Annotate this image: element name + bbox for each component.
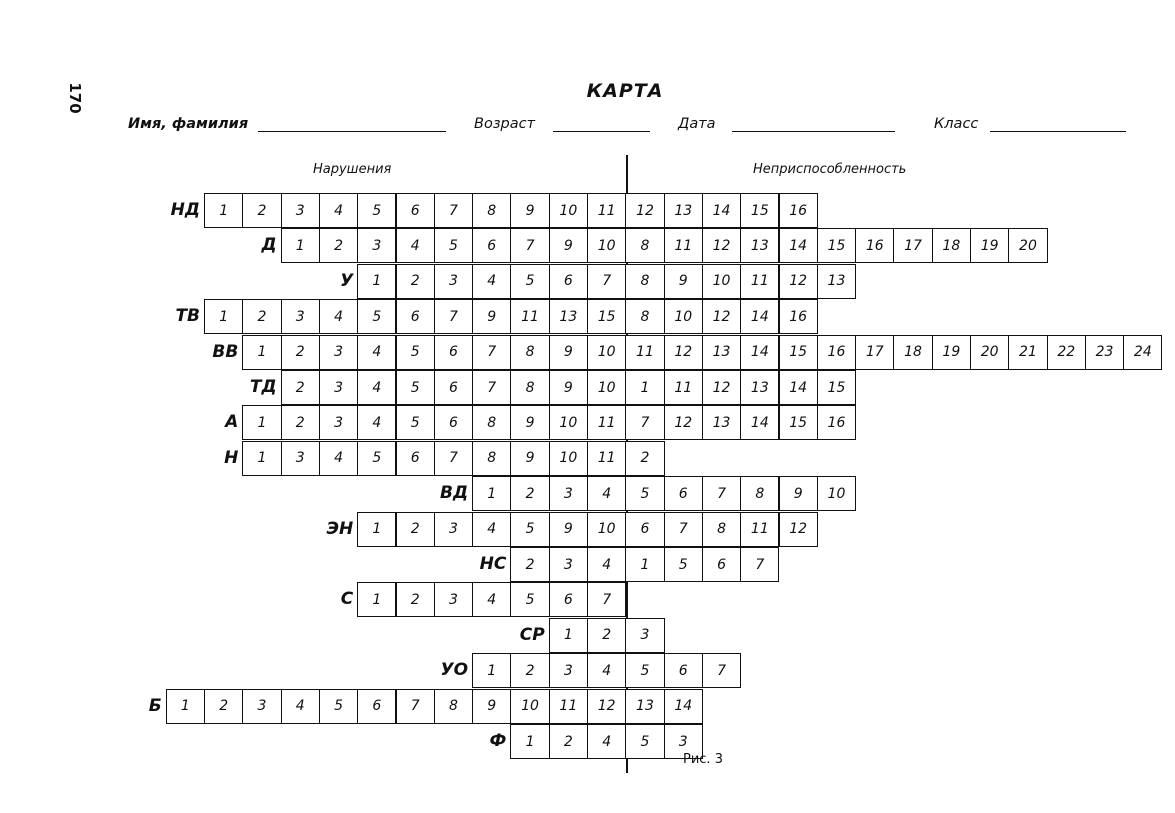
score-cell[interactable]: 11 <box>587 441 626 476</box>
score-cell[interactable]: 6 <box>702 547 741 582</box>
age-label: Возраст <box>474 116 536 132</box>
score-cell[interactable]: 21 <box>1008 335 1047 370</box>
score-cell[interactable]: 10 <box>817 476 856 511</box>
score-cell[interactable]: 12 <box>587 689 626 724</box>
score-cell[interactable]: 12 <box>702 228 741 263</box>
score-cell[interactable]: 6 <box>396 441 435 476</box>
score-cell[interactable]: 5 <box>510 264 549 299</box>
row-label: ЭН <box>326 518 354 539</box>
score-cell[interactable]: 7 <box>434 193 473 228</box>
score-cell[interactable]: 7 <box>587 582 626 617</box>
score-cell[interactable]: 7 <box>396 689 435 724</box>
score-cell[interactable]: 9 <box>472 689 511 724</box>
score-cell[interactable]: 6 <box>434 405 473 440</box>
score-cell[interactable]: 2 <box>242 193 281 228</box>
score-cell[interactable]: 5 <box>434 228 473 263</box>
score-cell[interactable]: 8 <box>510 335 549 370</box>
score-cell[interactable]: 3 <box>549 547 588 582</box>
score-cell[interactable]: 10 <box>664 299 703 334</box>
score-cell[interactable]: 2 <box>625 441 664 476</box>
score-cell[interactable]: 13 <box>549 299 588 334</box>
score-cell[interactable]: 3 <box>664 724 703 759</box>
score-cell[interactable]: 6 <box>396 193 435 228</box>
score-cell[interactable]: 3 <box>319 405 358 440</box>
row-label: Д <box>261 235 277 256</box>
score-cell[interactable]: 7 <box>472 335 511 370</box>
score-cell[interactable]: 3 <box>625 618 664 653</box>
score-cell[interactable]: 6 <box>549 264 588 299</box>
score-cell[interactable]: 6 <box>549 582 588 617</box>
score-cell[interactable]: 6 <box>625 512 664 547</box>
score-cell[interactable]: 1 <box>242 405 281 440</box>
figure-caption: Рис. 3 <box>683 752 723 767</box>
score-cell[interactable]: 15 <box>817 228 856 263</box>
score-cell[interactable]: 4 <box>319 299 358 334</box>
score-cell[interactable]: 7 <box>510 228 549 263</box>
score-cell[interactable]: 15 <box>587 299 626 334</box>
score-cell[interactable]: 1 <box>510 724 549 759</box>
score-cell[interactable]: 2 <box>396 264 435 299</box>
class-field[interactable] <box>990 131 1126 132</box>
score-cell[interactable]: 13 <box>702 405 741 440</box>
score-cell[interactable]: 19 <box>932 335 971 370</box>
score-cell[interactable]: 24 <box>1123 335 1162 370</box>
score-cell[interactable]: 16 <box>779 299 818 334</box>
score-cell[interactable]: 5 <box>357 299 396 334</box>
row-label: Б <box>148 695 162 716</box>
score-cell[interactable]: 9 <box>549 370 588 405</box>
score-cell[interactable]: 9 <box>664 264 703 299</box>
score-cell[interactable]: 2 <box>510 653 549 688</box>
score-cell[interactable]: 1 <box>625 370 664 405</box>
score-cell[interactable]: 1 <box>357 512 396 547</box>
score-cell[interactable]: 8 <box>472 441 511 476</box>
score-cell[interactable]: 12 <box>702 299 741 334</box>
row-label: УО <box>440 660 469 681</box>
score-cell[interactable]: 1 <box>204 299 243 334</box>
score-cell[interactable]: 2 <box>281 335 320 370</box>
score-cell[interactable]: 4 <box>319 441 358 476</box>
score-cell[interactable]: 1 <box>242 335 281 370</box>
score-cell[interactable]: 16 <box>817 335 856 370</box>
score-cell[interactable]: 3 <box>281 441 320 476</box>
score-cell[interactable]: 4 <box>472 582 511 617</box>
score-cell[interactable]: 9 <box>510 441 549 476</box>
score-cell[interactable]: 12 <box>625 193 664 228</box>
score-cell[interactable]: 4 <box>472 264 511 299</box>
row-label: НД <box>170 200 200 220</box>
score-cell[interactable]: 8 <box>702 512 741 547</box>
score-cell[interactable]: 14 <box>779 370 818 405</box>
score-cell[interactable]: 13 <box>740 228 779 263</box>
score-cell[interactable]: 2 <box>396 512 435 547</box>
score-cell[interactable]: 20 <box>1008 228 1047 263</box>
score-cell[interactable]: 10 <box>510 689 549 724</box>
score-cell[interactable]: 9 <box>779 476 818 511</box>
score-cell[interactable]: 16 <box>817 405 856 440</box>
score-cell[interactable]: 4 <box>587 476 626 511</box>
score-cell[interactable]: 1 <box>204 193 243 228</box>
score-cell[interactable]: 15 <box>740 193 779 228</box>
score-cell[interactable]: 1 <box>472 476 511 511</box>
score-cell[interactable]: 8 <box>510 370 549 405</box>
score-cell[interactable]: 16 <box>779 193 818 228</box>
score-cell[interactable]: 11 <box>549 689 588 724</box>
score-cell[interactable]: 1 <box>166 689 205 724</box>
score-cell[interactable]: 5 <box>396 335 435 370</box>
score-cell[interactable]: 5 <box>396 370 435 405</box>
score-cell[interactable]: 5 <box>357 441 396 476</box>
score-cell[interactable]: 1 <box>357 582 396 617</box>
score-cell[interactable]: 12 <box>702 370 741 405</box>
score-cell[interactable]: 9 <box>510 193 549 228</box>
score-cell[interactable]: 9 <box>549 512 588 547</box>
column-header-violations: Нарушения <box>313 162 392 177</box>
score-cell[interactable]: 20 <box>970 335 1009 370</box>
score-cell[interactable]: 5 <box>319 689 358 724</box>
score-cell[interactable]: 4 <box>396 228 435 263</box>
score-cell[interactable]: 10 <box>549 405 588 440</box>
name-field[interactable] <box>258 131 446 132</box>
date-label: Дата <box>678 116 716 132</box>
score-cell[interactable]: 12 <box>664 405 703 440</box>
score-cell[interactable]: 11 <box>740 512 779 547</box>
score-cell[interactable]: 5 <box>510 512 549 547</box>
score-cell[interactable]: 6 <box>434 335 473 370</box>
score-cell[interactable]: 2 <box>549 724 588 759</box>
score-cell[interactable]: 9 <box>549 335 588 370</box>
score-cell[interactable]: 13 <box>625 689 664 724</box>
score-cell[interactable]: 10 <box>587 228 626 263</box>
row-label: ТД <box>249 377 277 397</box>
score-cell[interactable]: 10 <box>587 335 626 370</box>
score-cell[interactable]: 11 <box>740 264 779 299</box>
row-label: ВД <box>439 483 469 504</box>
score-cell[interactable]: 5 <box>510 582 549 617</box>
score-cell[interactable]: 14 <box>740 405 779 440</box>
score-cell[interactable]: 11 <box>664 228 703 263</box>
score-cell[interactable]: 2 <box>281 370 320 405</box>
score-cell[interactable]: 3 <box>434 512 473 547</box>
score-cell[interactable]: 15 <box>817 370 856 405</box>
score-cell[interactable]: 11 <box>587 405 626 440</box>
score-cell[interactable]: 9 <box>549 228 588 263</box>
row-label: СР <box>519 624 545 645</box>
score-cell[interactable]: 10 <box>587 370 626 405</box>
score-cell[interactable]: 4 <box>472 512 511 547</box>
score-cell[interactable]: 3 <box>434 264 473 299</box>
score-cell[interactable]: 19 <box>970 228 1009 263</box>
score-cell[interactable]: 14 <box>702 193 741 228</box>
score-cell[interactable]: 16 <box>855 228 894 263</box>
score-cell[interactable]: 4 <box>319 193 358 228</box>
score-cell[interactable]: 6 <box>664 476 703 511</box>
score-cell[interactable]: 2 <box>281 405 320 440</box>
score-cell[interactable]: 1 <box>357 264 396 299</box>
score-cell[interactable]: 10 <box>587 512 626 547</box>
score-cell[interactable]: 23 <box>1085 335 1124 370</box>
class-label: Класс <box>934 116 979 132</box>
score-cell[interactable]: 3 <box>281 299 320 334</box>
score-cell[interactable]: 3 <box>242 689 281 724</box>
score-cell[interactable]: 14 <box>740 299 779 334</box>
page-title: КАРТА <box>586 80 664 102</box>
score-cell[interactable]: 3 <box>549 476 588 511</box>
score-cell[interactable]: 8 <box>472 405 511 440</box>
score-cell[interactable]: 9 <box>510 405 549 440</box>
score-cell[interactable]: 12 <box>664 335 703 370</box>
score-cell[interactable]: 4 <box>587 547 626 582</box>
score-cell[interactable]: 1 <box>281 228 320 263</box>
score-cell[interactable]: 5 <box>357 193 396 228</box>
score-cell[interactable]: 18 <box>932 228 971 263</box>
score-cell[interactable]: 6 <box>434 370 473 405</box>
score-cell[interactable]: 8 <box>625 228 664 263</box>
row-label: ВВ <box>212 341 239 362</box>
score-cell[interactable]: 6 <box>664 653 703 688</box>
row-label: НС <box>479 554 507 574</box>
page-number: 170 <box>66 82 84 114</box>
score-cell[interactable]: 7 <box>434 441 473 476</box>
score-cell[interactable]: 2 <box>510 476 549 511</box>
score-cell[interactable]: 9 <box>472 299 511 334</box>
score-cell[interactable]: 3 <box>319 370 358 405</box>
score-cell[interactable]: 10 <box>702 264 741 299</box>
score-cell[interactable]: 5 <box>396 405 435 440</box>
column-header-maladjustment: Неприспособленность <box>753 162 907 177</box>
score-cell[interactable]: 14 <box>740 335 779 370</box>
row-label: У <box>340 270 354 291</box>
score-cell[interactable]: 5 <box>625 653 664 688</box>
score-cell[interactable]: 8 <box>434 689 473 724</box>
date-field[interactable] <box>732 131 895 132</box>
score-cell[interactable]: 13 <box>740 370 779 405</box>
score-cell[interactable]: 12 <box>779 264 818 299</box>
score-cell[interactable]: 22 <box>1047 335 1086 370</box>
age-field[interactable] <box>553 131 650 132</box>
score-cell[interactable]: 5 <box>625 476 664 511</box>
score-cell[interactable]: 11 <box>510 299 549 334</box>
score-cell[interactable]: 17 <box>855 335 894 370</box>
score-cell[interactable]: 7 <box>625 405 664 440</box>
score-cell[interactable]: 1 <box>549 618 588 653</box>
score-cell[interactable]: 8 <box>625 299 664 334</box>
score-cell[interactable]: 2 <box>204 689 243 724</box>
score-cell[interactable]: 2 <box>242 299 281 334</box>
row-label: С <box>340 589 354 610</box>
score-cell[interactable]: 4 <box>357 370 396 405</box>
score-cell[interactable]: 1 <box>625 547 664 582</box>
score-cell[interactable]: 5 <box>664 547 703 582</box>
score-cell[interactable]: 7 <box>587 264 626 299</box>
score-cell[interactable]: 4 <box>281 689 320 724</box>
score-cell[interactable]: 7 <box>740 547 779 582</box>
score-cell[interactable]: 4 <box>357 405 396 440</box>
score-cell[interactable]: 7 <box>472 370 511 405</box>
row-label: А <box>225 412 239 433</box>
score-cell[interactable]: 15 <box>779 405 818 440</box>
score-cell[interactable]: 3 <box>281 193 320 228</box>
score-cell[interactable]: 8 <box>625 264 664 299</box>
score-cell[interactable]: 2 <box>587 618 626 653</box>
score-cell[interactable]: 8 <box>472 193 511 228</box>
score-cell[interactable]: 6 <box>472 228 511 263</box>
score-cell[interactable]: 11 <box>664 370 703 405</box>
score-cell[interactable]: 10 <box>549 441 588 476</box>
name-label: Имя, фамилия <box>128 116 249 132</box>
score-cell[interactable]: 2 <box>319 228 358 263</box>
score-cell[interactable]: 14 <box>779 228 818 263</box>
score-cell[interactable]: 11 <box>587 193 626 228</box>
score-cell[interactable]: 3 <box>434 582 473 617</box>
score-cell[interactable]: 15 <box>779 335 818 370</box>
score-cell[interactable]: 2 <box>510 547 549 582</box>
score-cell[interactable]: 4 <box>587 724 626 759</box>
score-cell[interactable]: 18 <box>893 335 932 370</box>
score-cell[interactable]: 8 <box>740 476 779 511</box>
row-label: Н <box>224 447 239 468</box>
score-cell[interactable]: 2 <box>396 582 435 617</box>
score-cell[interactable]: 12 <box>779 512 818 547</box>
score-cell[interactable]: 4 <box>357 335 396 370</box>
score-cell[interactable]: 11 <box>625 335 664 370</box>
score-cell[interactable]: 5 <box>625 724 664 759</box>
score-cell[interactable]: 13 <box>702 335 741 370</box>
score-cell[interactable]: 17 <box>893 228 932 263</box>
score-cell[interactable]: 7 <box>702 476 741 511</box>
score-cell[interactable]: 3 <box>319 335 358 370</box>
score-cell[interactable]: 7 <box>664 512 703 547</box>
score-cell[interactable]: 1 <box>242 441 281 476</box>
row-label: Ф <box>489 731 507 751</box>
score-cell[interactable]: 3 <box>549 653 588 688</box>
score-cell[interactable]: 7 <box>434 299 473 334</box>
score-cell[interactable]: 4 <box>587 653 626 688</box>
score-cell[interactable]: 6 <box>357 689 396 724</box>
score-cell[interactable]: 14 <box>664 689 703 724</box>
score-cell[interactable]: 10 <box>549 193 588 228</box>
score-cell[interactable]: 3 <box>357 228 396 263</box>
score-cell[interactable]: 6 <box>396 299 435 334</box>
row-label: ТВ <box>175 306 200 327</box>
score-cell[interactable]: 13 <box>664 193 703 228</box>
score-cell[interactable]: 7 <box>702 653 741 688</box>
score-cell[interactable]: 1 <box>472 653 511 688</box>
score-cell[interactable]: 13 <box>817 264 856 299</box>
